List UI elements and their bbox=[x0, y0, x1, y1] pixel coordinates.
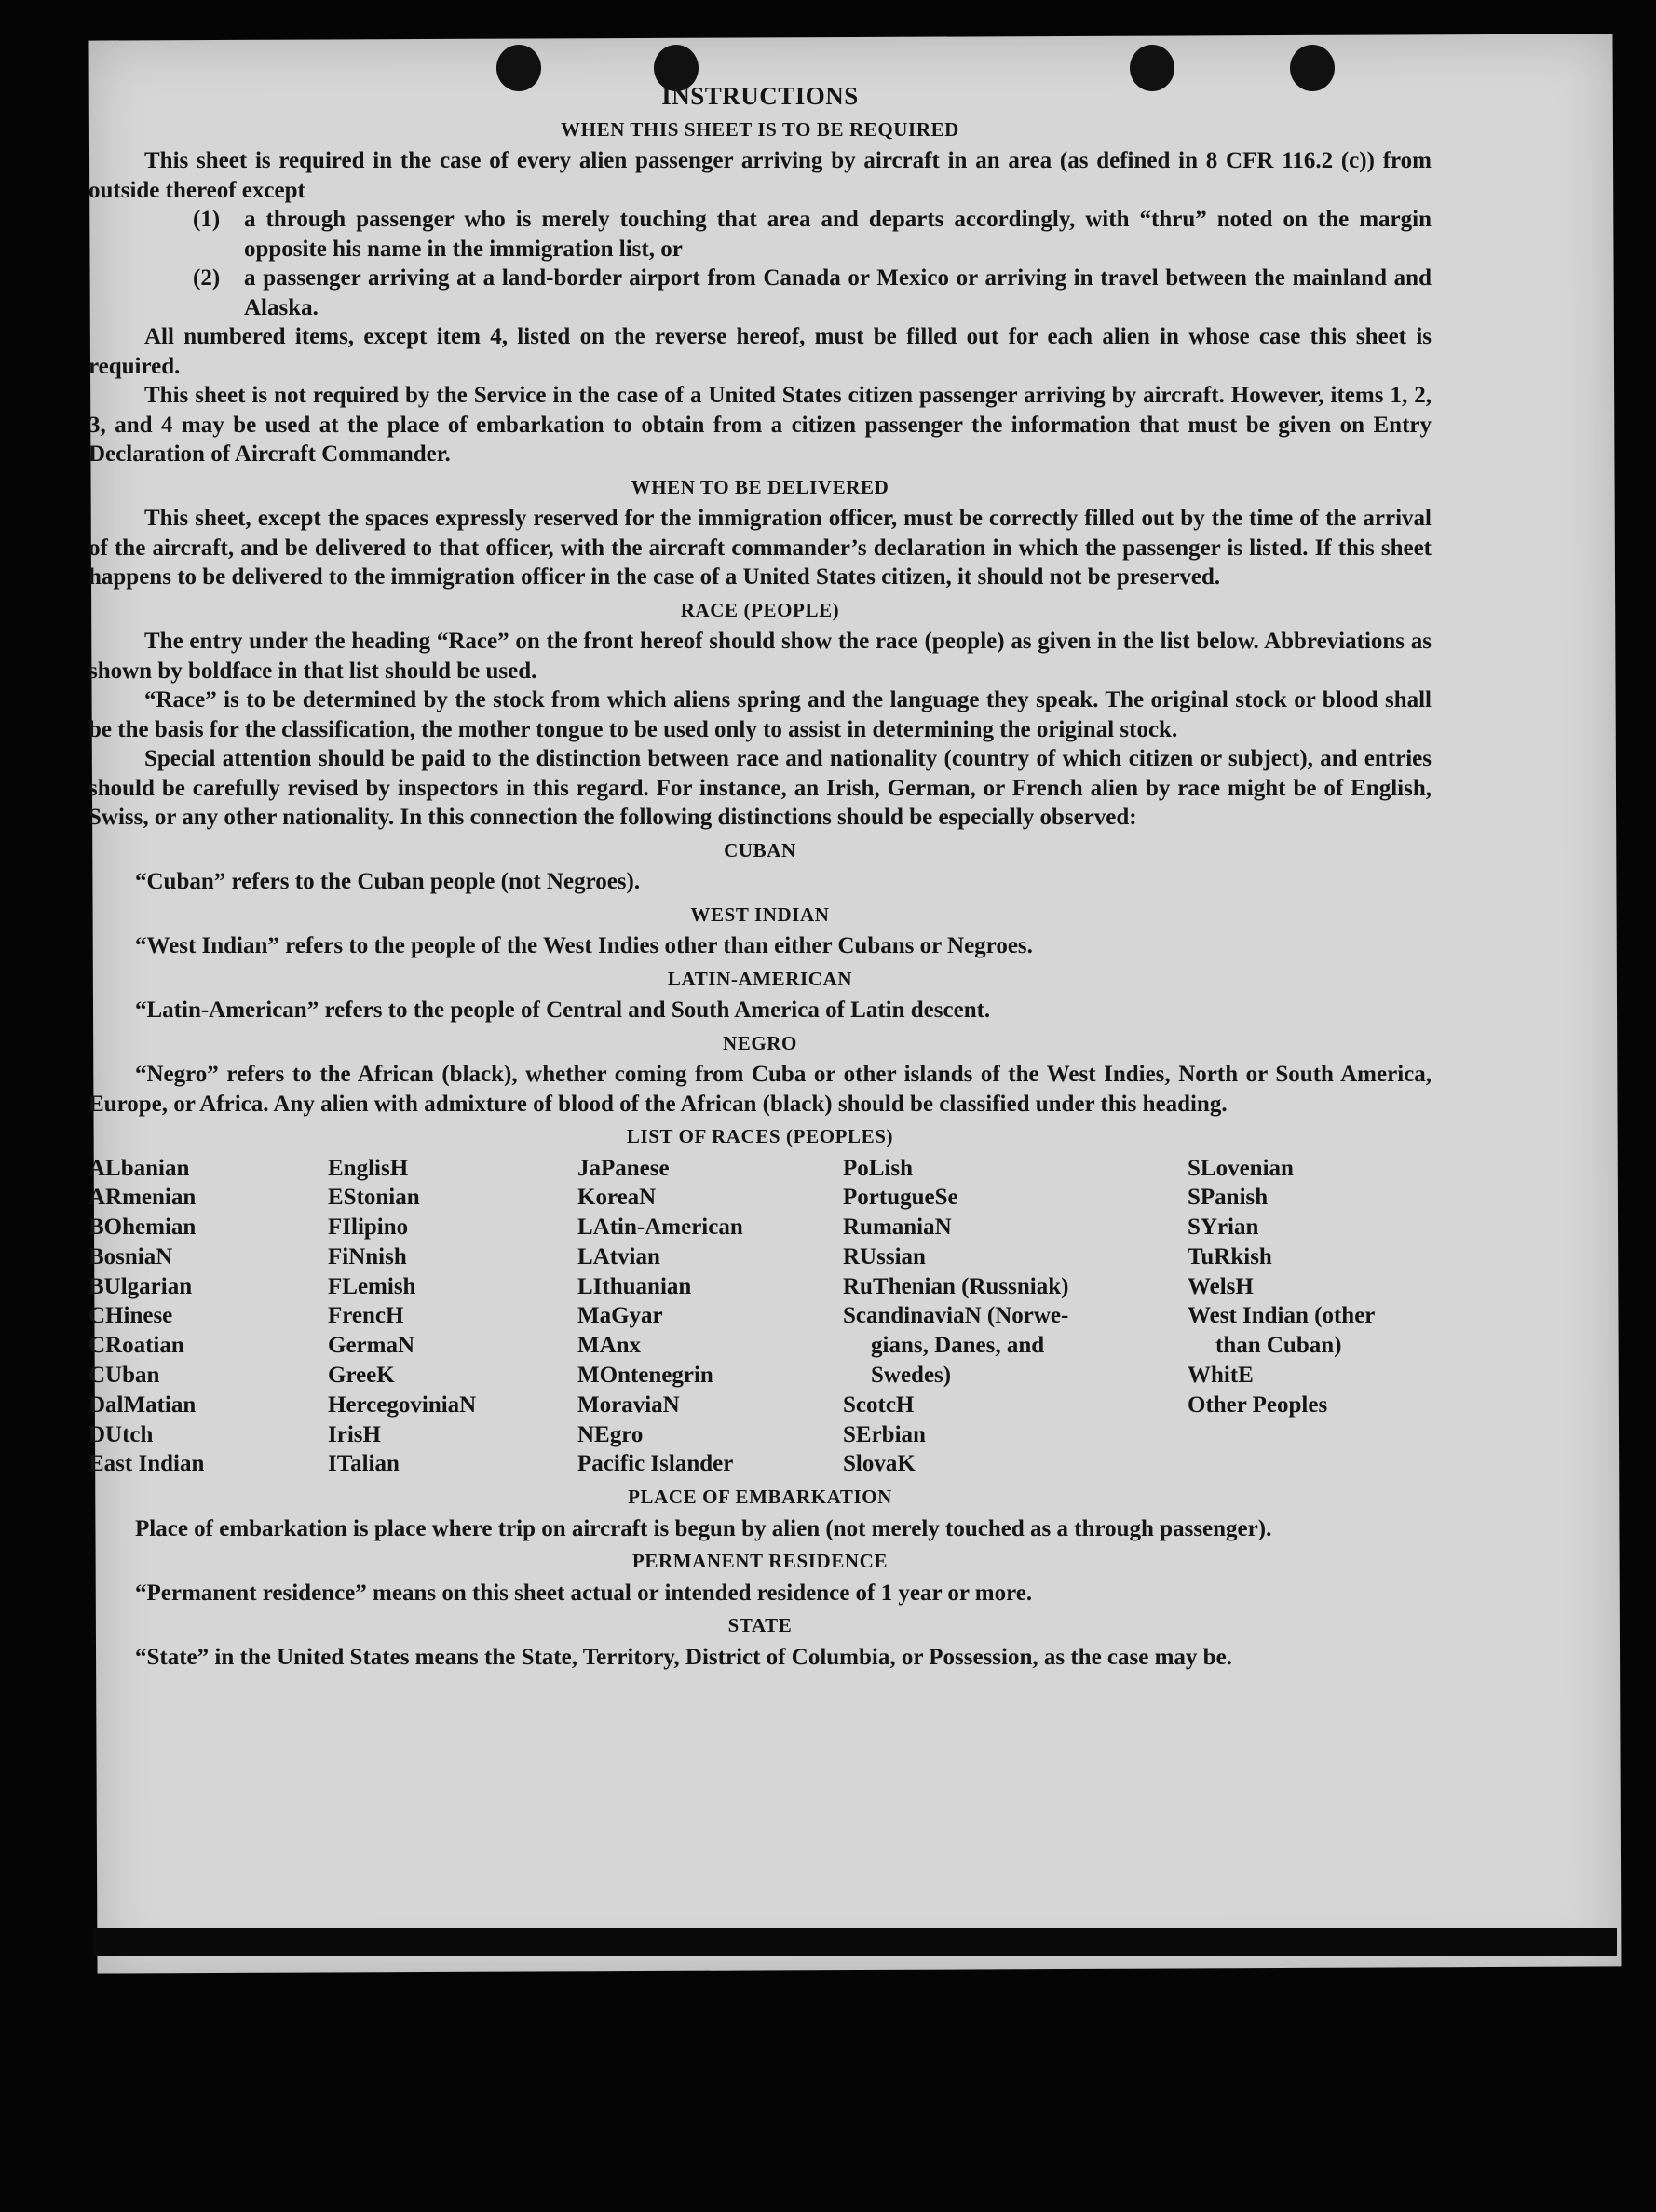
races-column bbox=[88, 1154, 328, 1480]
permanent-residence-heading: PERMANENT RESIDENCE bbox=[631, 1550, 889, 1573]
state-text: “State” in the United States means the State, Territory, District of Columbia, or Possession, as the case may be. bbox=[135, 1644, 1232, 1670]
exception-item bbox=[193, 264, 1432, 322]
race-entry: GermaN bbox=[328, 1333, 415, 1359]
race-paragraph: “Race” is to be determined by the stock from which aliens spring and the language they speak. The original stock or blood shall be the basis for the classification, the mother tongue to be used only to assist in determining the original stock. bbox=[88, 687, 1432, 742]
race-entry: ALbanian bbox=[88, 1155, 190, 1181]
race-entry: CHinese bbox=[88, 1303, 173, 1329]
race-entry: FrencH bbox=[328, 1303, 404, 1329]
race-entry: DUtch bbox=[88, 1421, 154, 1447]
citizen-paragraph: This sheet is not required by the Service in the case of a United States citizen passenger arriving by aircraft. However, items 1, 2, 3, and 4 may be used at the place of embarkation to obtain from a citizen passenger the information that must be given on Entry Declaration of Aircraft Commander. bbox=[88, 383, 1432, 467]
race-entry: IrisH bbox=[328, 1421, 381, 1447]
race-entry: SlovaK bbox=[843, 1451, 916, 1477]
instructions-title: INSTRUCTIONS bbox=[661, 82, 859, 110]
race-entry: HercegoviniaN bbox=[328, 1391, 477, 1418]
torn-edge bbox=[93, 1928, 1617, 1956]
embarkation-text: Place of embarkation is place where trip on aircraft is begun by alien (not merely touched as a through passenger). bbox=[135, 1515, 1272, 1541]
races-column bbox=[843, 1154, 1188, 1480]
race-entry: GreeK bbox=[328, 1363, 395, 1389]
race-entry: MaGyar bbox=[577, 1303, 663, 1329]
instructions-content bbox=[88, 82, 1432, 1672]
race-entry: MOntenegrin bbox=[577, 1363, 713, 1389]
numbered-items-paragraph: All numbered items, except item 4, listed on the reverse hereof, must be filled out for each alien in whose case this sheet is required. bbox=[88, 324, 1432, 379]
latin-american-text: “Latin-American” refers to the people of Central and South America of Latin descent. bbox=[135, 997, 991, 1023]
races-column bbox=[577, 1154, 843, 1480]
exception-text: a through passenger who is merely touching that area and departs accordingly, with “thru” noted on the margin opposite his name in the immigration list, or bbox=[244, 207, 1432, 262]
race-entry: SPanish bbox=[1188, 1185, 1269, 1211]
list-of-races-heading: LIST OF RACES (PEOPLES) bbox=[626, 1125, 894, 1147]
race-entry: MAnx bbox=[577, 1333, 642, 1359]
race-entry: RumaniaN bbox=[843, 1215, 952, 1241]
race-entry: ScandinaviaN (Norwe- bbox=[843, 1303, 1069, 1329]
race-entry: FIlipino bbox=[328, 1215, 409, 1241]
race-entry: DalMatian bbox=[88, 1391, 197, 1418]
race-entry: CRoatian bbox=[88, 1333, 184, 1359]
race-entry: BosniaN bbox=[88, 1243, 173, 1269]
race-entry: than Cuban) bbox=[1215, 1333, 1342, 1359]
cuban-text: “Cuban” refers to the Cuban people (not Negroes). bbox=[135, 869, 641, 894]
races-list bbox=[88, 1154, 1432, 1480]
embarkation-heading: PLACE OF EMBARKATION bbox=[628, 1486, 892, 1509]
race-entry: ARmenian bbox=[88, 1185, 197, 1211]
when-delivered-text: This sheet, except the spaces expressly reserved for the immigration officer, must be correctly filled out by the time of the arrival of the aircraft, and be delivered to that officer, with the aircraft commander’s declaration in which the passenger is listed. If this sheet happens to be delivered to the immigration officer in the case of a United States citizen, it should not be preserved. bbox=[88, 506, 1432, 590]
race-entry: SYrian bbox=[1188, 1215, 1259, 1241]
race-entry: West Indian (other bbox=[1188, 1303, 1376, 1329]
race-entry: ITalian bbox=[328, 1451, 400, 1477]
race-entry: BOhemian bbox=[88, 1215, 197, 1241]
cuban-heading: CUBAN bbox=[724, 838, 796, 862]
negro-heading: NEGRO bbox=[722, 1031, 797, 1054]
race-entry: CUban bbox=[88, 1363, 160, 1389]
exception-text: a passenger arriving at a land-border airport from Canada or Mexico or arriving in travel between the mainland and Alaska. bbox=[244, 265, 1432, 320]
permanent-residence-text: “Permanent residence” means on this sheet actual or intended residence of 1 year or more. bbox=[135, 1580, 1033, 1606]
race-entry: MoraviaN bbox=[577, 1391, 680, 1418]
when-required-intro: This sheet is required in the case of every alien passenger arriving by aircraft in an area (as defined in 8 CFR 116.2 (c)) from outside thereof except bbox=[88, 148, 1432, 203]
race-entry: KoreaN bbox=[577, 1185, 657, 1211]
race-entry: East Indian bbox=[88, 1451, 205, 1477]
race-entry: RuThenian (Russniak) bbox=[843, 1273, 1069, 1299]
race-entry: Other Peoples bbox=[1188, 1391, 1328, 1418]
exception-number: (1) bbox=[193, 207, 221, 232]
race-entry: PoLish bbox=[843, 1155, 914, 1181]
west-indian-text: “West Indian” refers to the people of the West Indies other than either Cubans or Negroes. bbox=[135, 933, 1033, 958]
state-heading: STATE bbox=[727, 1614, 793, 1637]
race-heading: RACE (PEOPLE) bbox=[680, 598, 840, 621]
race-entry: FLemish bbox=[328, 1273, 416, 1299]
race-entry: SLovenian bbox=[1188, 1155, 1294, 1181]
race-entry: LAtin-American bbox=[577, 1215, 743, 1241]
race-entry: RUssian bbox=[843, 1243, 926, 1269]
race-entry: WhitE bbox=[1188, 1363, 1254, 1389]
race-entry: LIthuanian bbox=[577, 1273, 692, 1299]
race-entry: PortugueSe bbox=[843, 1185, 958, 1211]
race-entry: SErbian bbox=[843, 1421, 926, 1447]
race-entry: Pacific Islander bbox=[577, 1451, 734, 1477]
race-entry: NEgro bbox=[577, 1421, 644, 1447]
race-entry: ScotcH bbox=[843, 1391, 915, 1418]
races-column bbox=[328, 1154, 577, 1480]
exception-item bbox=[193, 205, 1432, 264]
race-entry: FiNnish bbox=[328, 1243, 407, 1269]
when-delivered-heading: WHEN TO BE DELIVERED bbox=[631, 475, 889, 498]
race-entry: JaPanese bbox=[577, 1155, 670, 1181]
latin-american-heading: LATIN-AMERICAN bbox=[667, 967, 853, 990]
race-paragraph: The entry under the heading “Race” on the front hereof should show the race (people) as given in the list below. Abbreviations as shown by boldface in that list should be used. bbox=[88, 629, 1432, 684]
race-entry: gians, Danes, and bbox=[871, 1333, 1045, 1359]
negro-text: “Negro” refers to the African (black), whether coming from Cuba or other islands of the West Indies, North or South America, Europe, or Africa. Any alien with admixture of blood of the African (black) should be classified under this heading. bbox=[88, 1062, 1432, 1117]
when-required-heading: WHEN THIS SHEET IS TO BE REQUIRED bbox=[561, 117, 959, 141]
race-entry: Swedes) bbox=[871, 1363, 952, 1389]
race-entry: EnglisH bbox=[328, 1155, 409, 1181]
race-entry: EStonian bbox=[328, 1185, 420, 1211]
races-column bbox=[1188, 1154, 1432, 1480]
race-paragraph: Special attention should be paid to the distinction between race and nationality (country of which citizen or subject), and entries should be carefully revised by inspectors in this regard. For instance, an Irish, German, or French alien by race might be of English, Swiss, or any other nationality. In this connection the following distinctions should be especially observed: bbox=[88, 746, 1432, 830]
race-entry: LAtvian bbox=[577, 1243, 660, 1269]
race-entry: TuRkish bbox=[1188, 1243, 1272, 1269]
race-entry: WelsH bbox=[1188, 1273, 1254, 1299]
exception-number: (2) bbox=[193, 265, 221, 291]
race-entry: BUlgarian bbox=[88, 1273, 193, 1299]
west-indian-heading: WEST INDIAN bbox=[690, 902, 830, 926]
